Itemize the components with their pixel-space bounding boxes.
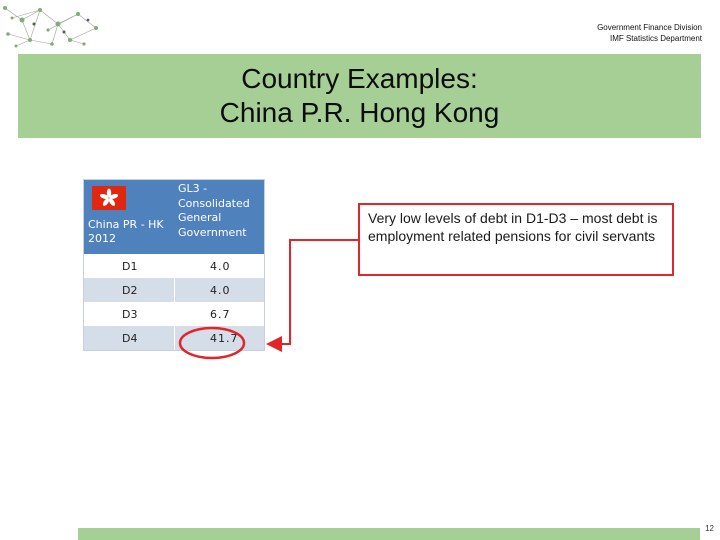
row-value: 41.7 [210,331,239,345]
org-division: Government Finance Division [597,23,702,32]
country-year-header [88,218,164,246]
row-label: D3 [122,307,138,321]
footer-bar [78,528,700,540]
callout-box: Very low levels of debt in D1-D3 – most debt is employment related pensions for civil servants [358,203,674,276]
measure-line: GL3 - [178,182,208,195]
page-title-line1: Country Examples: [241,63,478,94]
page-number: 12 [705,524,714,533]
row-value: 6.7 [210,307,231,321]
page-title-line2: China P.R. Hong Kong [219,97,500,128]
title-band [18,54,701,138]
measure-header [178,182,264,240]
row-value: 4.0 [210,283,231,297]
measure-line: General [178,211,222,224]
measure-line: Consolidated [178,196,250,210]
measure-line: Government [178,225,247,239]
row-value: 4.0 [210,259,231,273]
network-graph-icon [0,0,110,52]
row-label: D1 [122,259,138,273]
row-label: D2 [122,283,138,297]
hong-kong-flag-icon [92,186,126,210]
year-label: 2012 [88,232,116,245]
country-label: China PR - HK [88,218,164,231]
row-label: D4 [122,331,138,345]
header-organization [597,22,702,44]
org-department: IMF Statistics Department [609,34,702,43]
debt-table [83,179,265,351]
column-divider [174,254,175,350]
table-header [84,180,264,254]
